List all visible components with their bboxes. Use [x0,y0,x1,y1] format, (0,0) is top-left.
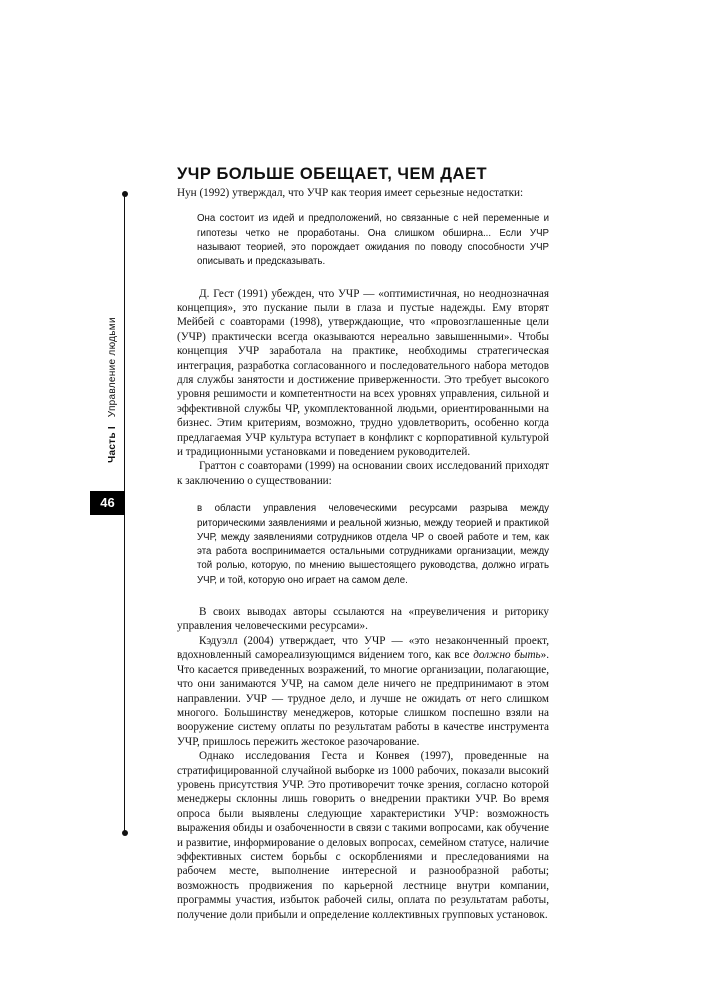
page-content [177,164,549,922]
section-label: Управление людьми [107,317,118,418]
block-quote-1: Она состоит из идей и предположений, но связанные с ней переменные и гипотезы четко не проработаны. Она слишком обширна... Если УЧР называют теорией, это порождает ожидания по поводу способности УЧР описывать и предсказывать. [197,213,549,268]
part-label: Часть I [107,426,118,463]
paragraph-4-emphasis: должно быть [473,649,541,662]
paragraph-4-end: ». Что касается приведенных возражений, то многие организации, полагающие, что они занимаются УЧР, на самом деле ничего не предпринимают в этом направлении. УЧР — трудное дело, и лучше не ожидать от него слишком многого. Большинству менеджеров, которые слишком поспешно взяли на вооружение систему оплаты по результатам работы в качестве инструмента УЧР, пришлось пережить жестокое разочарование. [177,649,550,748]
page-number: 46 [90,491,125,515]
section-title: УЧР БОЛЬШЕ ОБЕЩАЕТ, ЧЕМ ДАЕТ [177,165,488,183]
running-header-text [103,285,123,495]
paragraph-5: Однако исследования Геста и Конвея (1997), проведенные на стратифицированной случайной выборке из 1000 рабочих, показали высокий уровень присутствия УЧР. Это противоречит точке зрения, согласно которой менеджеры склонны лишь говорить о внедрении практики УЧР. Во время опроса были выявлены следующие характеристики УЧР: возможность выражения обиды и озабоченности в связи с такими вопросами, как обучение и развитие, информирование о деловых вопросах, семейном статусе, наличие эффективных систем борьбы с оскорблениями и преследованиями на рабочем месте, выполнение интересной и разнообразной работы; возможность продвижения по карьерной лестнице внутри компании, программы участия, избыток рабочей силы, оплата по результатам работы, получение доли прибыли и определение коллективных групповых установок. [177,750,549,921]
intro-paragraph: Нун (1992) утверждал, что УЧР как теория имеет серьезные недостатки: [177,187,524,199]
rule-bottom-dot [122,830,128,836]
paragraph-3: В своих выводах авторы ссылаются на «преувеличения и риторику управления человеческими ресурсами». [177,606,549,633]
paragraph-1: Д. Гест (1991) убежден, что УЧР — «оптимистичная, но неоднозначная концепция», это пускание пыли в глаза и пустые надежды. Ему вторят Мейбей с соавторами (1998), утверждающие, что «провозглашенные цели (УЧР) практически всегда оказываются нереально завышенными». Чтобы концепция УЧР заработала на практике, необходимы стратегическая интеграция, разработка согласованного и последовательного набора методов для службы занятости и достижение приверженности. Это требует высокого уровня решимости и компетентности на всех уровнях управления, сильной и эффективной службы ЧР, укомплектованной людьми, ориентированными на бизнес. Этим критериям, возможно, трудно удовлетворить, особенно когда предлагаемая УЧР культура вступает в конфликт с корпоративной культурой и традиционными установками и поведением руководителей. [177,287,549,459]
paragraph-4 [177,634,549,749]
running-header [105,317,125,463]
paragraph-4-start: Кэдуэлл (2004) утверждает, что УЧР — «это незаконченный проект, вдохновленный самореализующимся ви́дением того, как все [177,634,549,662]
block-quote-2: в области управления человеческими ресурсами разрыва между риторическими заявлениями и реальной жизнью, между теорией и практикой УЧР, между заявлениями сотрудников отдела ЧР о своей работе и тем, как эта работа воспринимается остальными сотрудниками организации, между той ролью, которую, по мнению вышестоящего руководства, должно играть УЧР, и той, которую оно играет на самом деле. [197,503,549,586]
paragraph-2: Граттон с соавторами (1999) на основании своих исследований приходят к заключению о существовании: [177,460,549,487]
rule-top-dot [122,191,128,197]
